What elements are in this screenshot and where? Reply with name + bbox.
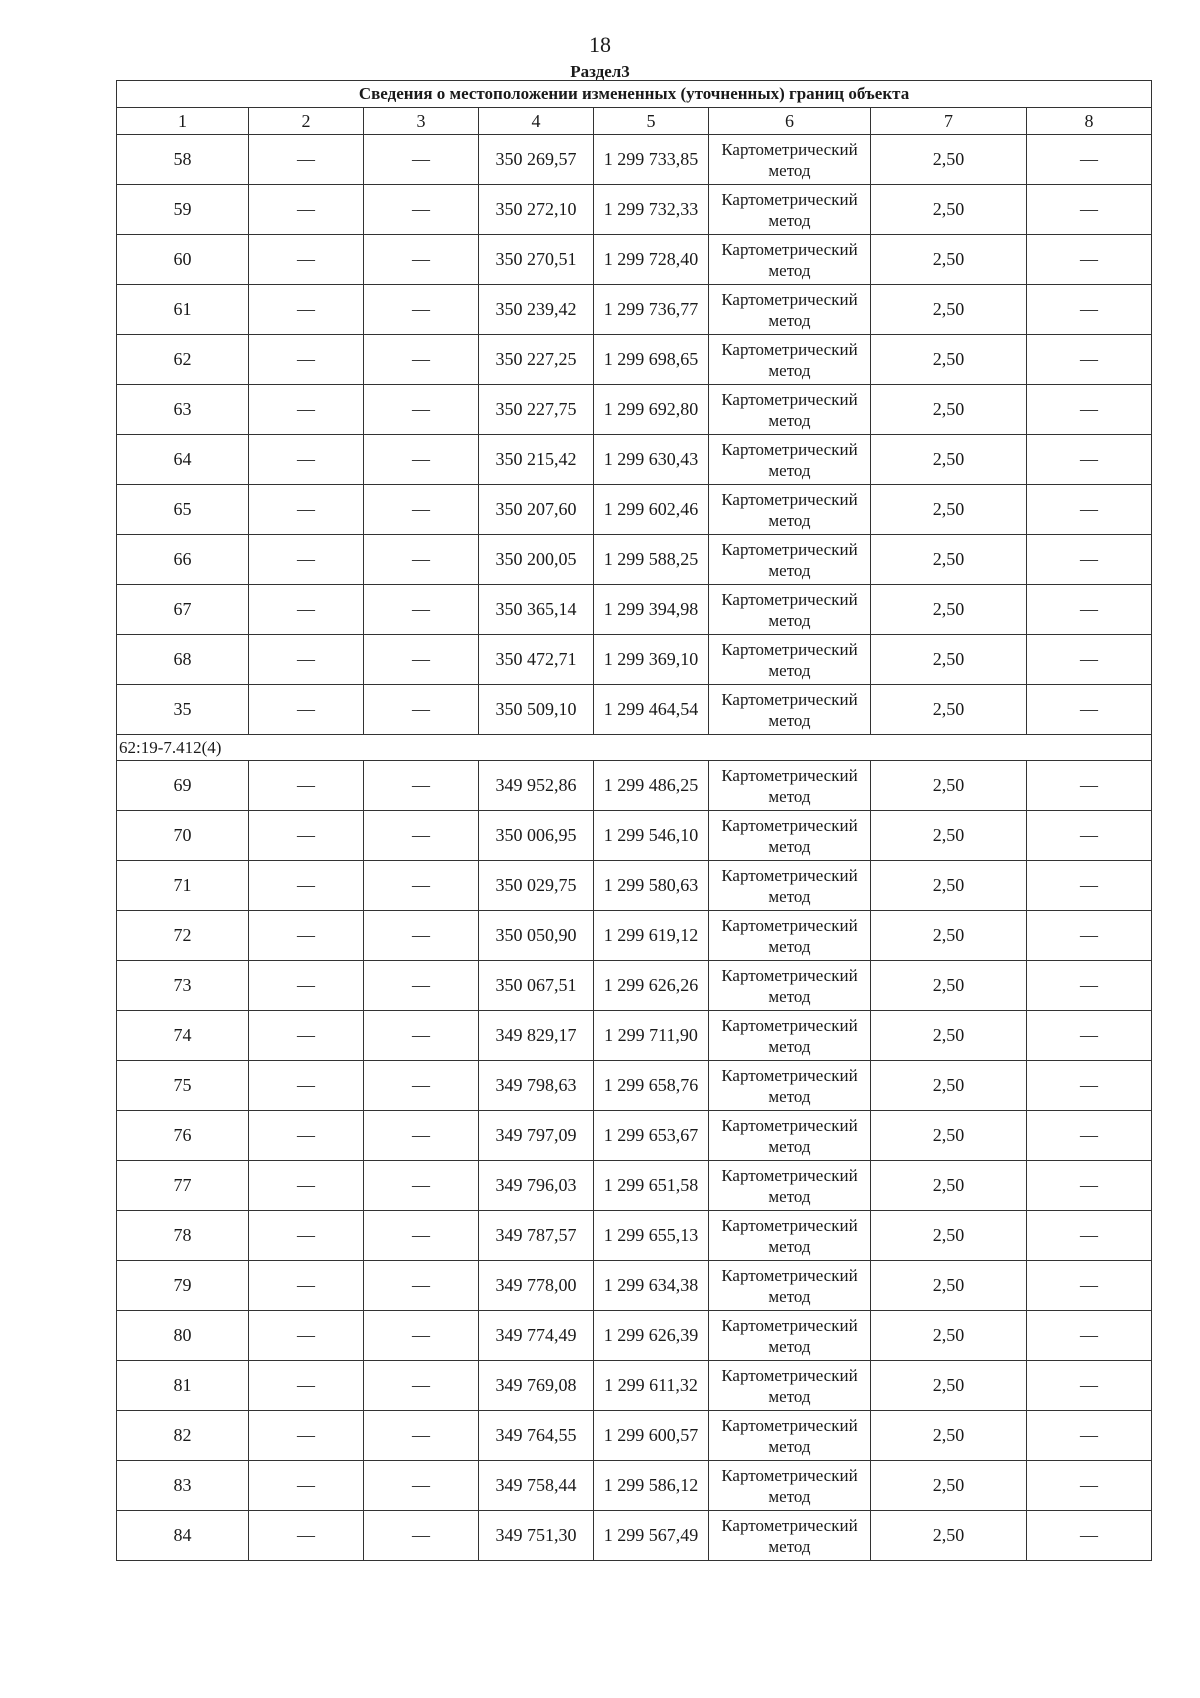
accuracy-cell: 2,50	[871, 1361, 1027, 1411]
dash-cell: —	[249, 1261, 364, 1311]
dash-cell: —	[249, 685, 364, 735]
method-cell: Картометрический метод	[709, 1211, 871, 1261]
accuracy-cell: 2,50	[871, 1461, 1027, 1511]
dash-cell: —	[249, 235, 364, 285]
dash-cell: —	[1027, 485, 1152, 535]
coordinate-x: 350 270,51	[479, 235, 594, 285]
accuracy-cell: 2,50	[871, 235, 1027, 285]
method-cell: Картометрический метод	[709, 235, 871, 285]
coordinate-x: 350 215,42	[479, 435, 594, 485]
dash-cell: —	[249, 1311, 364, 1361]
method-cell: Картометрический метод	[709, 1361, 871, 1411]
dash-cell: —	[1027, 385, 1152, 435]
coordinate-x: 349 769,08	[479, 1361, 594, 1411]
coordinate-x: 350 272,10	[479, 185, 594, 235]
coordinate-x: 350 509,10	[479, 685, 594, 735]
coordinate-x: 350 029,75	[479, 861, 594, 911]
coordinate-x: 349 764,55	[479, 1411, 594, 1461]
point-number: 63	[117, 385, 249, 435]
point-number: 66	[117, 535, 249, 585]
table-row	[117, 1411, 1152, 1461]
dash-cell: —	[1027, 911, 1152, 961]
coordinate-x: 350 067,51	[479, 961, 594, 1011]
dash-cell: —	[1027, 861, 1152, 911]
column-header: 5	[594, 108, 709, 135]
dash-cell: —	[249, 385, 364, 435]
dash-cell: —	[249, 961, 364, 1011]
dash-cell: —	[1027, 1111, 1152, 1161]
coordinate-y: 1 299 733,85	[594, 135, 709, 185]
coordinate-x: 350 472,71	[479, 635, 594, 685]
coordinate-y: 1 299 658,76	[594, 1061, 709, 1111]
table-row	[117, 235, 1152, 285]
coordinate-y: 1 299 655,13	[594, 1211, 709, 1261]
method-cell: Картометрический метод	[709, 285, 871, 335]
table-row	[117, 535, 1152, 585]
method-cell: Картометрический метод	[709, 811, 871, 861]
table-row	[117, 585, 1152, 635]
method-cell: Картометрический метод	[709, 435, 871, 485]
coordinate-y: 1 299 369,10	[594, 635, 709, 685]
point-number: 70	[117, 811, 249, 861]
point-number: 82	[117, 1411, 249, 1461]
method-cell: Картометрический метод	[709, 1311, 871, 1361]
accuracy-cell: 2,50	[871, 335, 1027, 385]
coordinate-y: 1 299 651,58	[594, 1161, 709, 1211]
coordinate-y: 1 299 580,63	[594, 861, 709, 911]
point-number: 68	[117, 635, 249, 685]
dash-cell: —	[249, 1211, 364, 1261]
dash-cell: —	[364, 685, 479, 735]
section-title: Раздел3	[570, 62, 630, 81]
dash-cell: —	[364, 761, 479, 811]
dash-cell: —	[364, 385, 479, 435]
dash-cell: —	[364, 811, 479, 861]
column-header: 8	[1027, 108, 1152, 135]
dash-cell: —	[364, 861, 479, 911]
dash-cell: —	[364, 435, 479, 485]
dash-cell: —	[1027, 335, 1152, 385]
coordinate-x: 349 796,03	[479, 1161, 594, 1211]
column-header: 1	[117, 108, 249, 135]
coordinate-y: 1 299 634,38	[594, 1261, 709, 1311]
dash-cell: —	[1027, 961, 1152, 1011]
table-row	[117, 1361, 1152, 1411]
dash-cell: —	[364, 911, 479, 961]
dash-cell: —	[1027, 1511, 1152, 1561]
table-caption: Сведения о местоположении измененных (уточненных) границ объекта	[117, 81, 1152, 108]
dash-cell: —	[249, 761, 364, 811]
coordinate-y: 1 299 692,80	[594, 385, 709, 435]
table-row	[117, 811, 1152, 861]
method-cell: Картометрический метод	[709, 1411, 871, 1461]
point-number: 84	[117, 1511, 249, 1561]
point-number: 64	[117, 435, 249, 485]
point-number: 71	[117, 861, 249, 911]
point-number: 72	[117, 911, 249, 961]
table-row	[117, 285, 1152, 335]
method-cell: Картометрический метод	[709, 1511, 871, 1561]
coordinate-y: 1 299 586,12	[594, 1461, 709, 1511]
accuracy-cell: 2,50	[871, 1011, 1027, 1061]
point-number: 62	[117, 335, 249, 385]
dash-cell: —	[249, 1511, 364, 1561]
dash-cell: —	[249, 1361, 364, 1411]
coordinate-y: 1 299 464,54	[594, 685, 709, 735]
method-cell: Картометрический метод	[709, 1461, 871, 1511]
method-cell: Картометрический метод	[709, 1261, 871, 1311]
page-number: 18	[589, 32, 611, 57]
dash-cell: —	[249, 635, 364, 685]
group-row	[117, 735, 1152, 761]
point-number: 78	[117, 1211, 249, 1261]
table-row	[117, 185, 1152, 235]
method-cell: Картометрический метод	[709, 861, 871, 911]
accuracy-cell: 2,50	[871, 1111, 1027, 1161]
coordinate-x: 349 829,17	[479, 1011, 594, 1061]
table-row	[117, 961, 1152, 1011]
accuracy-cell: 2,50	[871, 185, 1027, 235]
method-cell: Картометрический метод	[709, 185, 871, 235]
coordinates-table	[116, 80, 1152, 1561]
column-header: 7	[871, 108, 1027, 135]
coordinate-y: 1 299 626,26	[594, 961, 709, 1011]
table-row	[117, 1061, 1152, 1111]
table-row	[117, 635, 1152, 685]
dash-cell: —	[364, 335, 479, 385]
accuracy-cell: 2,50	[871, 385, 1027, 435]
point-number: 81	[117, 1361, 249, 1411]
column-header: 4	[479, 108, 594, 135]
column-header-row	[117, 108, 1152, 135]
coordinate-y: 1 299 546,10	[594, 811, 709, 861]
coordinate-y: 1 299 698,65	[594, 335, 709, 385]
group-label: 62:19-7.412(4)	[117, 735, 1152, 761]
coordinate-x: 350 207,60	[479, 485, 594, 535]
dash-cell: —	[364, 1261, 479, 1311]
dash-cell: —	[1027, 585, 1152, 635]
table-row	[117, 1111, 1152, 1161]
coordinate-x: 350 227,25	[479, 335, 594, 385]
table-row	[117, 1161, 1152, 1211]
table-row	[117, 385, 1152, 435]
method-cell: Картометрический метод	[709, 761, 871, 811]
dash-cell: —	[364, 1311, 479, 1361]
method-cell: Картометрический метод	[709, 585, 871, 635]
dash-cell: —	[1027, 1461, 1152, 1511]
coordinate-y: 1 299 567,49	[594, 1511, 709, 1561]
dash-cell: —	[1027, 435, 1152, 485]
dash-cell: —	[364, 961, 479, 1011]
dash-cell: —	[1027, 135, 1152, 185]
table-row	[117, 485, 1152, 535]
dash-cell: —	[1027, 1061, 1152, 1111]
table-row	[117, 335, 1152, 385]
table-row	[117, 1511, 1152, 1561]
dash-cell: —	[364, 1111, 479, 1161]
point-number: 58	[117, 135, 249, 185]
point-number: 80	[117, 1311, 249, 1361]
method-cell: Картометрический метод	[709, 961, 871, 1011]
dash-cell: —	[1027, 811, 1152, 861]
coordinate-y: 1 299 630,43	[594, 435, 709, 485]
dash-cell: —	[249, 911, 364, 961]
dash-cell: —	[364, 635, 479, 685]
dash-cell: —	[364, 1511, 479, 1561]
point-number: 35	[117, 685, 249, 735]
coordinate-y: 1 299 736,77	[594, 285, 709, 335]
dash-cell: —	[364, 1211, 479, 1261]
dash-cell: —	[1027, 535, 1152, 585]
coordinate-x: 349 774,49	[479, 1311, 594, 1361]
dash-cell: —	[249, 285, 364, 335]
point-number: 65	[117, 485, 249, 535]
accuracy-cell: 2,50	[871, 1161, 1027, 1211]
method-cell: Картометрический метод	[709, 535, 871, 585]
table-row	[117, 1211, 1152, 1261]
column-header: 2	[249, 108, 364, 135]
coordinate-x: 349 778,00	[479, 1261, 594, 1311]
point-number: 60	[117, 235, 249, 285]
accuracy-cell: 2,50	[871, 585, 1027, 635]
column-header: 3	[364, 108, 479, 135]
dash-cell: —	[249, 135, 364, 185]
method-cell: Картометрический метод	[709, 335, 871, 385]
coordinate-y: 1 299 626,39	[594, 1311, 709, 1361]
dash-cell: —	[364, 1161, 479, 1211]
coordinate-x: 350 269,57	[479, 135, 594, 185]
table-row	[117, 1261, 1152, 1311]
method-cell: Картометрический метод	[709, 135, 871, 185]
point-number: 74	[117, 1011, 249, 1061]
point-number: 59	[117, 185, 249, 235]
dash-cell: —	[249, 435, 364, 485]
dash-cell: —	[1027, 235, 1152, 285]
point-number: 61	[117, 285, 249, 335]
dash-cell: —	[249, 1111, 364, 1161]
method-cell: Картометрический метод	[709, 385, 871, 435]
accuracy-cell: 2,50	[871, 1311, 1027, 1361]
dash-cell: —	[364, 1011, 479, 1061]
dash-cell: —	[249, 811, 364, 861]
method-cell: Картометрический метод	[709, 685, 871, 735]
table-row	[117, 135, 1152, 185]
coordinate-x: 350 006,95	[479, 811, 594, 861]
dash-cell: —	[249, 1061, 364, 1111]
dash-cell: —	[364, 485, 479, 535]
method-cell: Картометрический метод	[709, 1011, 871, 1061]
method-cell: Картометрический метод	[709, 485, 871, 535]
dash-cell: —	[249, 335, 364, 385]
coordinate-y: 1 299 602,46	[594, 485, 709, 535]
dash-cell: —	[1027, 285, 1152, 335]
dash-cell: —	[364, 1061, 479, 1111]
coordinate-x: 349 751,30	[479, 1511, 594, 1561]
point-number: 79	[117, 1261, 249, 1311]
dash-cell: —	[1027, 635, 1152, 685]
coordinate-y: 1 299 653,67	[594, 1111, 709, 1161]
dash-cell: —	[364, 185, 479, 235]
table-row	[117, 1011, 1152, 1061]
method-cell: Картометрический метод	[709, 1161, 871, 1211]
table-body-block-2	[117, 761, 1152, 1561]
dash-cell: —	[1027, 1161, 1152, 1211]
accuracy-cell: 2,50	[871, 1511, 1027, 1561]
accuracy-cell: 2,50	[871, 435, 1027, 485]
table-row	[117, 1311, 1152, 1361]
coordinate-y: 1 299 619,12	[594, 911, 709, 961]
accuracy-cell: 2,50	[871, 135, 1027, 185]
dash-cell: —	[364, 1461, 479, 1511]
coordinate-y: 1 299 486,25	[594, 761, 709, 811]
accuracy-cell: 2,50	[871, 285, 1027, 335]
accuracy-cell: 2,50	[871, 861, 1027, 911]
coordinate-x: 349 797,09	[479, 1111, 594, 1161]
method-cell: Картометрический метод	[709, 911, 871, 961]
point-number: 76	[117, 1111, 249, 1161]
dash-cell: —	[1027, 1211, 1152, 1261]
coordinate-y: 1 299 732,33	[594, 185, 709, 235]
method-cell: Картометрический метод	[709, 1111, 871, 1161]
accuracy-cell: 2,50	[871, 961, 1027, 1011]
accuracy-cell: 2,50	[871, 1411, 1027, 1461]
dash-cell: —	[249, 1461, 364, 1511]
coordinate-x: 349 798,63	[479, 1061, 594, 1111]
dash-cell: —	[364, 285, 479, 335]
table-row	[117, 1461, 1152, 1511]
dash-cell: —	[249, 585, 364, 635]
accuracy-cell: 2,50	[871, 811, 1027, 861]
dash-cell: —	[364, 585, 479, 635]
table-body-block-1	[117, 135, 1152, 735]
table-row	[117, 911, 1152, 961]
point-number: 77	[117, 1161, 249, 1211]
coordinate-y: 1 299 600,57	[594, 1411, 709, 1461]
coordinate-y: 1 299 611,32	[594, 1361, 709, 1411]
accuracy-cell: 2,50	[871, 685, 1027, 735]
dash-cell: —	[249, 485, 364, 535]
accuracy-cell: 2,50	[871, 1261, 1027, 1311]
dash-cell: —	[364, 135, 479, 185]
dash-cell: —	[249, 1011, 364, 1061]
accuracy-cell: 2,50	[871, 1061, 1027, 1111]
point-number: 67	[117, 585, 249, 635]
coordinate-y: 1 299 394,98	[594, 585, 709, 635]
dash-cell: —	[364, 535, 479, 585]
method-cell: Картометрический метод	[709, 1061, 871, 1111]
coordinate-x: 350 239,42	[479, 285, 594, 335]
accuracy-cell: 2,50	[871, 635, 1027, 685]
coordinate-x: 350 050,90	[479, 911, 594, 961]
dash-cell: —	[1027, 761, 1152, 811]
dash-cell: —	[249, 1161, 364, 1211]
dash-cell: —	[1027, 1261, 1152, 1311]
coordinate-x: 349 758,44	[479, 1461, 594, 1511]
point-number: 75	[117, 1061, 249, 1111]
column-header: 6	[709, 108, 871, 135]
dash-cell: —	[249, 1411, 364, 1461]
table-row	[117, 861, 1152, 911]
dash-cell: —	[1027, 1311, 1152, 1361]
accuracy-cell: 2,50	[871, 485, 1027, 535]
coordinate-x: 349 952,86	[479, 761, 594, 811]
dash-cell: —	[1027, 1011, 1152, 1061]
coordinate-y: 1 299 728,40	[594, 235, 709, 285]
accuracy-cell: 2,50	[871, 1211, 1027, 1261]
accuracy-cell: 2,50	[871, 535, 1027, 585]
coordinate-x: 349 787,57	[479, 1211, 594, 1261]
accuracy-cell: 2,50	[871, 911, 1027, 961]
point-number: 73	[117, 961, 249, 1011]
dash-cell: —	[249, 185, 364, 235]
point-number: 69	[117, 761, 249, 811]
dash-cell: —	[249, 861, 364, 911]
dash-cell: —	[1027, 685, 1152, 735]
coordinate-y: 1 299 588,25	[594, 535, 709, 585]
dash-cell: —	[1027, 185, 1152, 235]
table-row	[117, 435, 1152, 485]
coordinate-x: 350 200,05	[479, 535, 594, 585]
accuracy-cell: 2,50	[871, 761, 1027, 811]
coordinate-x: 350 365,14	[479, 585, 594, 635]
table-row	[117, 685, 1152, 735]
point-number: 83	[117, 1461, 249, 1511]
table-row	[117, 761, 1152, 811]
dash-cell: —	[364, 1361, 479, 1411]
method-cell: Картометрический метод	[709, 635, 871, 685]
dash-cell: —	[1027, 1411, 1152, 1461]
dash-cell: —	[1027, 1361, 1152, 1411]
coordinate-x: 350 227,75	[479, 385, 594, 435]
dash-cell: —	[249, 535, 364, 585]
coordinate-y: 1 299 711,90	[594, 1011, 709, 1061]
dash-cell: —	[364, 1411, 479, 1461]
dash-cell: —	[364, 235, 479, 285]
